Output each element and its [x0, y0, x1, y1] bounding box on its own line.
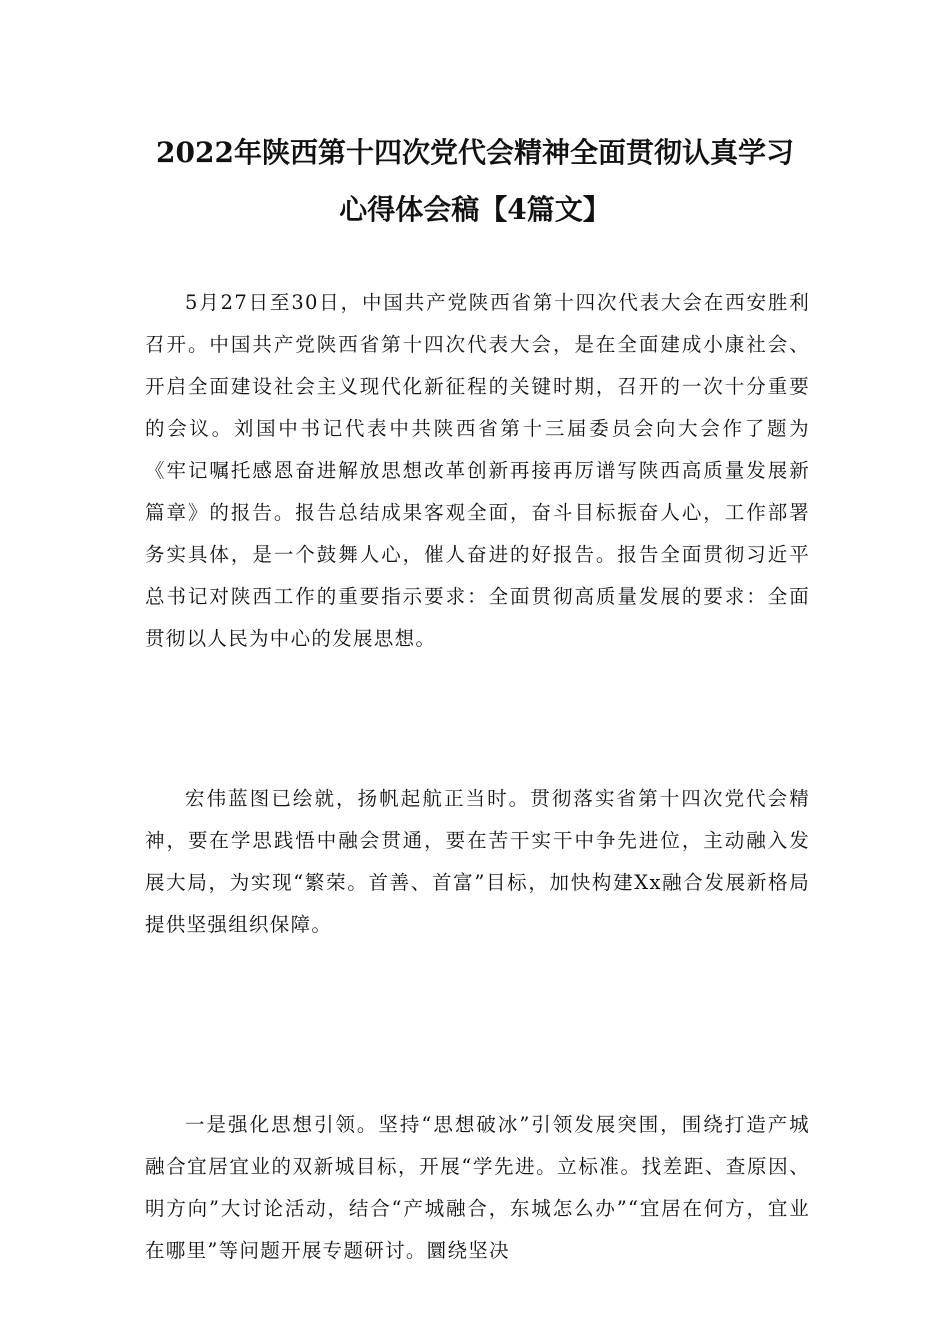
paragraph-2: 宏伟蓝图已绘就，扬帆起航正当时。贯彻落实省第十四次党代会精神，要在学思践悟中融会贯通，要在苦干实干中争先进位，主动融入发展大局，为实现“繁荣。首善、首富”目标，加快构建Xx融合发展新格局提供坚强组织保障。 — [145, 787, 810, 936]
paragraph-3: 一是强化思想引领。坚持“思想破冰”引领发展突围，围绕打造产城融合宜居宜业的双新城目标，开展“学先进。立标准。找差距、查原因、明方向”大讨论活动，结合“产城融合，东城怎么办”“宜居在何方，宜业在哪里”等问题开展专题研讨。圜绕坚决 — [145, 1113, 810, 1262]
paragraph-1: 5月27日至30日，中国共产党陕西省第十四次代表大会在西安胜利召开。中国共产党陕西省第十四次代表大会，是在全面建成小康社会、开启全面建设社会主义现代化新征程的关键时期，召开的一次十分重要的会议。刘国中书记代表中共陕西省第十三届委员会向大会作了题为《牢记嘱托感恩奋进解放思想改革创新再接再厉谱写陕西高质量发展新篇章》的报告。报告总结成果客观全面，奋斗目标振奋人心，工作部署务实具体，是一个鼓舞人心，催人奋进的好报告。报告全面贯彻习近平总书记对陕西工作的重要指示要求：全面贯彻高质量发展的要求：全面贯彻以人民为中心的发展思想。 — [145, 291, 810, 650]
document-title-line-1: 2022年陕西第十四次党代会精神全面贯彻认真学习 — [156, 136, 794, 169]
document-title-line-2: 心得体会稿【4篇文】 — [339, 193, 611, 226]
